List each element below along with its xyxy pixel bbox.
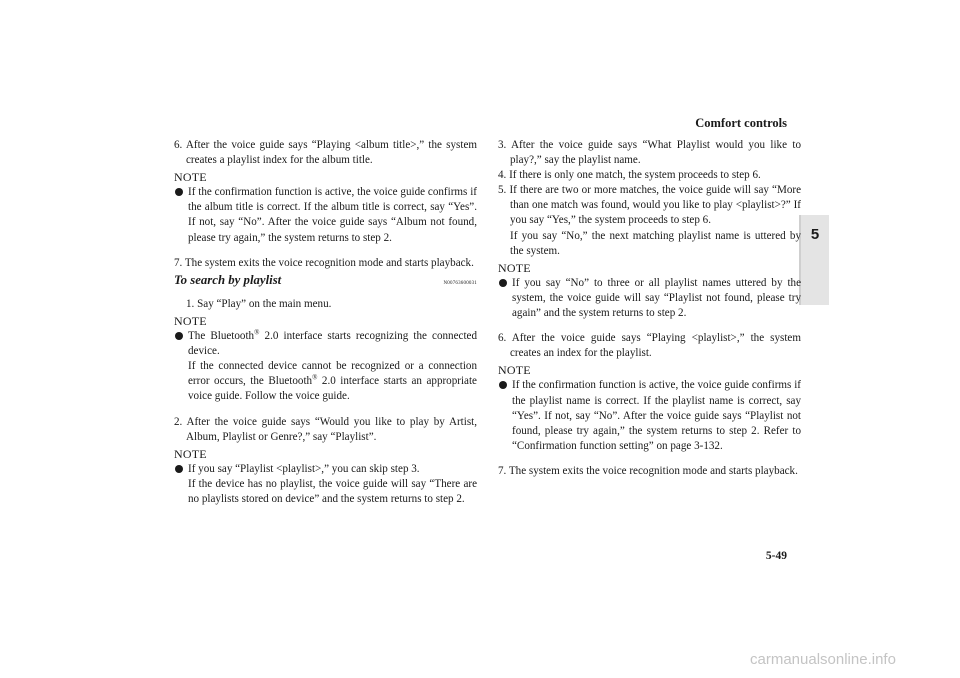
step-1-playlist: 1. Say “Play” on the main menu. [186, 297, 332, 310]
left-column [174, 138, 477, 507]
bullet-dot-icon [499, 381, 507, 389]
note-text: If you say “No” to three or all playlist names uttered by the system, the voice guide will say “Playlist not found, please try again” and the system returns to step 2. [512, 276, 801, 320]
step-3-playlist: 3. After the voice guide says “What Playlist would you like to play?,” say the playlist name. [498, 139, 801, 167]
registered-mark: ® [254, 328, 260, 337]
note-text [188, 329, 477, 404]
bullet-dot-icon [175, 465, 183, 473]
note-bullet [498, 378, 801, 453]
note-bullet [498, 276, 801, 321]
step-7-playlist: 7. The system exits the voice recognition mode and starts playback. [498, 464, 798, 477]
step-5-playlist: 5. If there are two or more matches, the voice guide will say “More than one match was found, would you like to play <playlist>?” If you say “Yes,” the system proceeds to step 6. [498, 184, 801, 227]
step-4-playlist: 4. If there is only one match, the system proceeds to step 6. [498, 169, 761, 182]
note-label: NOTE [498, 260, 531, 275]
subheading [174, 273, 477, 291]
right-column [498, 138, 801, 479]
note-text: If the confirmation function is active, the voice guide confirms if the playlist name is correct. If the playlist name is correct, say “Yes”. If not, say “No”. After the voice guide says “Playlist not found, please try again,” the system returns to step 2. Refer to “Confirmation function setting” on page 3-132. [512, 379, 801, 452]
subheading-title: To search by playlist [174, 272, 282, 287]
note-label: NOTE [498, 363, 531, 378]
bullet-dot-icon [499, 279, 507, 287]
note-bullet [174, 462, 477, 507]
note-bullet [174, 185, 477, 245]
chapter-tab [799, 215, 829, 305]
note-paragraph: If the connected device cannot be recognized or a connection error occurs, the Bluetooth® 2.0 interface starts an appropriate voice guide. Follow the voice guide. [188, 360, 477, 403]
step-6-playlist: 6. After the voice guide says “Playing <playlist>,” the system creates an index for the playlist. [498, 332, 801, 360]
note-paragraph: The Bluetooth® 2.0 interface starts recognizing the connected device. [188, 328, 477, 358]
step-5-continued: If you say “No,” the next matching playlist name is uttered by the system. [510, 229, 801, 257]
note-text: If the confirmation function is active, the voice guide confirms if the album title is correct. If the album title is correct, say “Yes”. If not, say “No”. After the voice guide says “Album not found, please try again,” the system returns to step 2. [188, 186, 477, 244]
registered-mark: ® [312, 373, 318, 382]
section-header: Comfort controls [695, 116, 787, 130]
note-paragraph: If the device has no playlist, the voice guide will say “There are no playlists stored on device” and the system returns to step 2. [188, 477, 477, 505]
note-label: NOTE [174, 446, 207, 461]
step-6-album: 6. After the voice guide says “Playing <album title>,” the system creates a playlist index for the album title. [174, 139, 477, 167]
step-7-album: 7. The system exits the voice recognition mode and starts playback. [174, 256, 474, 269]
note-text [188, 462, 477, 507]
watermark-text: carmanualsonline.info [750, 651, 896, 668]
note-label: NOTE [174, 170, 207, 185]
subheading-code: N00763600031 [443, 280, 477, 286]
note-paragraph: If you say “Playlist <playlist>,” you can skip step 3. [188, 462, 420, 475]
chapter-tab-number: 5 [810, 226, 820, 243]
bullet-dot-icon [175, 332, 183, 340]
bullet-dot-icon [175, 188, 183, 196]
page-number: 5-49 [765, 550, 787, 562]
step-2-playlist: 2. After the voice guide says “Would you like to play by Artist, Album, Playlist or Genre?,” say “Playlist”. [174, 415, 477, 443]
note-bullet [174, 329, 477, 404]
note-label: NOTE [174, 313, 207, 328]
